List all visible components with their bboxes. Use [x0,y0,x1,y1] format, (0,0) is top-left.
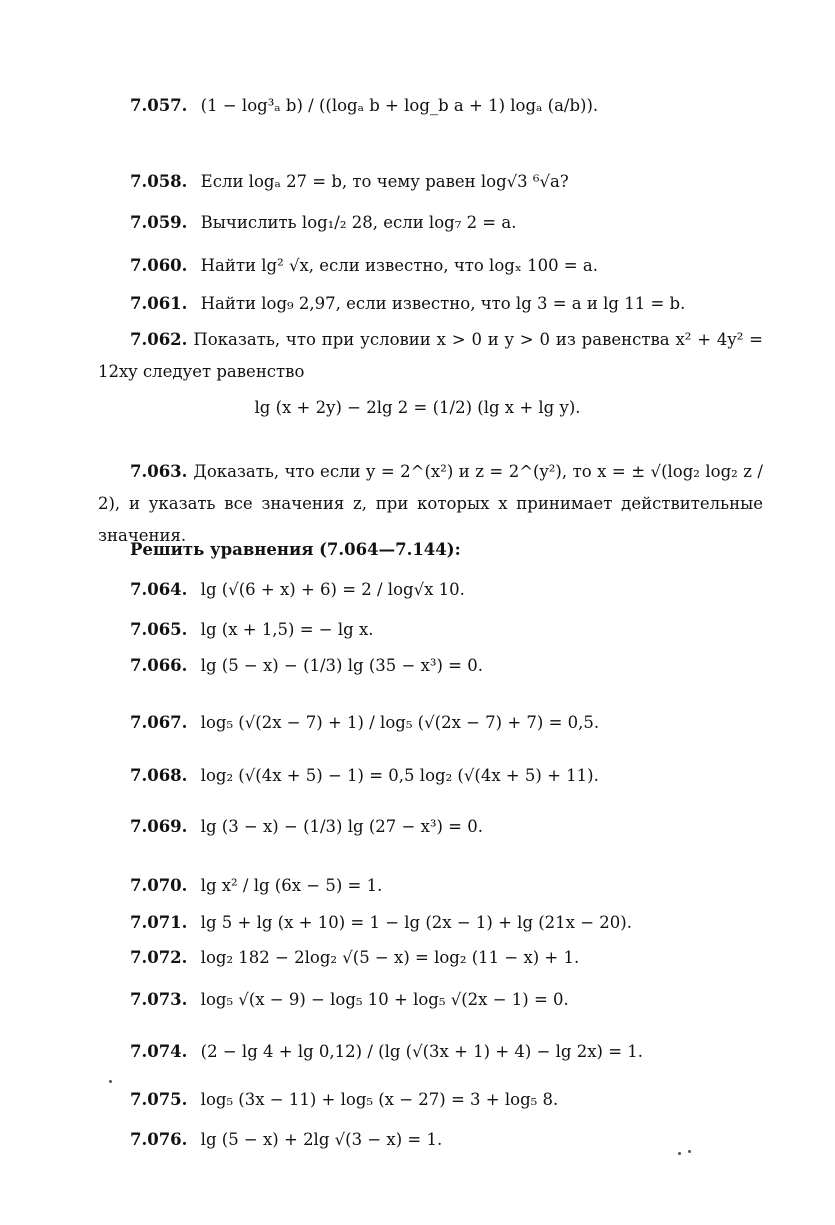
problem-7-057 [130,96,765,116]
problem-7-059 [130,213,765,233]
equation-7-068 [130,766,765,786]
problem-number: 7.064. [130,580,188,599]
equation-7-075 [130,1090,765,1110]
equation-7-073 [130,990,765,1010]
problem-number: 7.061. [130,294,188,313]
equation-7-070 [130,876,765,896]
problem-number: 7.067. [130,713,188,732]
equation-7-076 [130,1130,765,1150]
problem-number: 7.076. [130,1130,188,1149]
problem-number: 7.058. [130,172,188,191]
equation-text: lg (3 − x) − (1/3) lg (27 − x³) = 0. [200,817,483,836]
problem-number: 7.063. [130,462,188,481]
problem-text: Показать, что при условии x > 0 и y > 0 из равенства x² + 4y² = 12xy следует равенство [98,330,763,381]
equation-7-069 [130,817,765,837]
problem-number: 7.068. [130,766,188,785]
equation-text: log₅ (3x − 11) + log₅ (x − 27) = 3 + log₅ 8. [200,1090,559,1109]
problem-7-062-formula: lg (x + 2y) − 2lg 2 = (1/2) (lg x + lg y). [254,398,581,417]
equation-text: lg (5 − x) − (1/3) lg (35 − x³) = 0. [200,656,483,675]
equation-7-067 [130,713,765,733]
problem-number: 7.065. [130,620,188,639]
problem-number: 7.069. [130,817,188,836]
equation-text: (2 − lg 4 + lg 0,12) / (lg (√(3x + 1) + 4) − lg 2x) = 1. [200,1042,644,1061]
equation-text: log₅ √(x − 9) − log₅ 10 + log₅ √(2x − 1) = 0. [200,990,569,1009]
equation-7-066 [130,656,765,676]
equation-text: lg x² / lg (6x − 5) = 1. [200,876,383,895]
scan-speck [688,1150,691,1153]
problem-text: Доказать, что если y = 2^(x²) и z = 2^(y²), то x = ± √(log₂ log₂ z / 2), и указать все значения z, при которых x принимает действительные значения. [98,462,763,545]
problem-7-060 [130,256,765,276]
problem-number: 7.066. [130,656,188,675]
equation-7-074 [130,1042,765,1062]
problem-number: 7.072. [130,948,188,967]
equation-text: lg (√(6 + x) + 6) = 2 / log√x 10. [200,580,465,599]
equation-text: lg 5 + lg (x + 10) = 1 − lg (2x − 1) + lg (21x − 20). [200,913,632,932]
problem-text: Найти log₉ 2,97, если известно, что lg 3 = a и lg 11 = b. [200,294,686,313]
scan-speck [678,1152,681,1155]
problem-number: 7.073. [130,990,188,1009]
section-heading: Решить уравнения (7.064—7.144): [130,540,461,559]
equation-7-065 [130,620,765,640]
problem-text: Найти lg² √x, если известно, что logₓ 100 = a. [200,256,598,275]
problem-7-063 [98,456,763,552]
equation-text: log₂ (√(4x + 5) − 1) = 0,5 log₂ (√(4x + 5) + 11). [200,766,599,785]
equation-7-071 [130,913,765,933]
scan-speck [109,1080,112,1083]
problem-number: 7.074. [130,1042,188,1061]
problem-7-058 [130,172,765,192]
equation-text: log₂ 182 − 2log₂ √(5 − x) = log₂ (11 − x) + 1. [200,948,580,967]
equation-text: log₅ (√(2x − 7) + 1) / log₅ (√(2x − 7) + 7) = 0,5. [200,713,600,732]
problem-7-061 [130,294,765,314]
problem-number: 7.059. [130,213,188,232]
problem-number: 7.062. [130,330,188,349]
equation-text: lg (5 − x) + 2lg √(3 − x) = 1. [200,1130,443,1149]
problem-text: Если logₐ 27 = b, то чему равен log√3 ⁶√a? [200,172,569,191]
problem-number: 7.057. [130,96,188,115]
problem-text: (1 − log³ₐ b) / ((logₐ b + log_b a + 1) logₐ (a/b)). [200,96,599,115]
problem-7-062 [98,324,763,388]
problem-number: 7.075. [130,1090,188,1109]
problem-number: 7.070. [130,876,188,895]
problem-number: 7.071. [130,913,188,932]
problem-text: Вычислить log₁/₂ 28, если log₇ 2 = a. [200,213,517,232]
equation-7-064 [130,580,765,600]
problem-number: 7.060. [130,256,188,275]
equation-7-072 [130,948,765,968]
equation-text: lg (x + 1,5) = − lg x. [200,620,374,639]
